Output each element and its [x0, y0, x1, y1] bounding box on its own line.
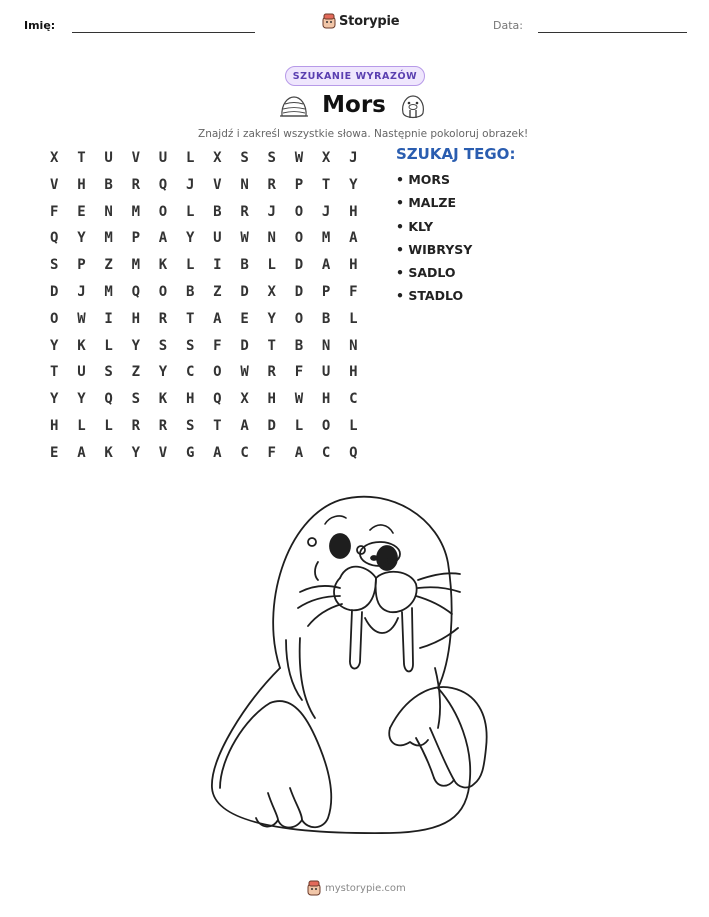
date-label: Data:: [493, 19, 523, 32]
grid-letter[interactable]: W: [77, 310, 86, 327]
grid-letter[interactable]: C: [240, 444, 249, 461]
grid-letter[interactable]: Y: [131, 444, 140, 461]
name-label: Imię:: [24, 19, 56, 32]
grid-letter[interactable]: W: [240, 364, 249, 381]
grid-letter[interactable]: H: [50, 417, 59, 434]
grid-letter[interactable]: T: [267, 337, 276, 354]
grid-letter[interactable]: F: [267, 444, 276, 461]
grid-letter[interactable]: Y: [131, 337, 140, 354]
grid-letter[interactable]: Q: [50, 230, 59, 247]
grid-letter[interactable]: X: [267, 283, 276, 300]
grid-letter[interactable]: I: [104, 310, 113, 327]
grid-letter[interactable]: Q: [213, 391, 222, 408]
page-title: Mors: [322, 92, 386, 118]
grid-letter[interactable]: A: [158, 230, 168, 247]
grid-letter[interactable]: Y: [349, 176, 358, 193]
walrus-face-icon: [399, 93, 427, 121]
grid-letter[interactable]: M: [131, 203, 140, 220]
grid-letter[interactable]: E: [77, 203, 86, 220]
grid-letter[interactable]: L: [104, 417, 113, 434]
grid-letter[interactable]: B: [104, 176, 113, 193]
grid-letter[interactable]: H: [267, 391, 276, 408]
grid-row: [50, 150, 376, 177]
grid-letter[interactable]: S: [185, 337, 195, 354]
grid-letter[interactable]: Y: [158, 364, 168, 381]
grid-letter[interactable]: L: [349, 417, 358, 434]
grid-letter[interactable]: Y: [50, 391, 59, 408]
date-field-line[interactable]: [538, 32, 687, 33]
footer: [307, 880, 406, 896]
grid-row: [50, 311, 376, 338]
grid-letter[interactable]: M: [131, 257, 140, 274]
grid-letter[interactable]: L: [104, 337, 113, 354]
grid-letter[interactable]: N: [321, 337, 331, 354]
footer-url[interactable]: mystorypie.com: [325, 882, 406, 894]
grid-letter[interactable]: D: [267, 417, 276, 434]
grid-letter[interactable]: B: [185, 283, 195, 300]
grid-letter[interactable]: S: [240, 150, 249, 166]
word-list-item: • MORS: [396, 172, 451, 187]
word-list-item: • STADLO: [396, 288, 464, 304]
grid-letter[interactable]: G: [185, 444, 195, 461]
category-badge: SZUKANIE WYRAZÓW: [285, 66, 425, 86]
word-list-item: • MALZE: [396, 195, 457, 211]
grid-letter[interactable]: O: [294, 310, 304, 327]
walrus-coloring-illustration: [190, 488, 510, 840]
grid-letter[interactable]: O: [294, 230, 304, 247]
grid-letter[interactable]: B: [213, 203, 222, 220]
grid-letter[interactable]: S: [131, 391, 140, 408]
word-list-title: SZUKAJ TEGO:: [396, 145, 516, 163]
word-list-item: • SADLO: [396, 265, 456, 281]
grid-letter[interactable]: L: [185, 257, 195, 274]
grid-letter[interactable]: H: [131, 310, 140, 327]
grid-letter[interactable]: C: [185, 364, 195, 381]
grid-row: [50, 230, 376, 257]
grid-letter[interactable]: A: [213, 444, 222, 461]
grid-letter[interactable]: S: [185, 417, 195, 434]
grid-letter[interactable]: P: [321, 283, 331, 300]
grid-letter[interactable]: Z: [104, 257, 113, 274]
grid-row: [50, 177, 376, 204]
grid-letter[interactable]: A: [294, 444, 304, 461]
grid-letter[interactable]: M: [104, 230, 113, 247]
grid-letter[interactable]: P: [294, 176, 304, 193]
grid-letter[interactable]: H: [349, 364, 358, 381]
grid-letter[interactable]: H: [185, 391, 195, 408]
grid-letter[interactable]: D: [294, 283, 304, 300]
grid-letter[interactable]: D: [294, 257, 304, 274]
grid-letter[interactable]: U: [158, 150, 168, 166]
grid-row: [50, 204, 376, 231]
grid-letter[interactable]: Y: [267, 310, 276, 327]
word-list-item: • WIBRYSY: [396, 241, 473, 257]
grid-letter[interactable]: Z: [131, 364, 140, 381]
grid-letter[interactable]: A: [349, 230, 358, 247]
grid-letter[interactable]: R: [267, 364, 276, 381]
grid-letter[interactable]: B: [240, 257, 249, 274]
grid-letter[interactable]: M: [104, 283, 113, 300]
grid-letter[interactable]: F: [294, 364, 304, 381]
grid-letter[interactable]: O: [321, 417, 331, 434]
grid-row: [50, 257, 376, 284]
grid-letter[interactable]: L: [349, 310, 358, 327]
grid-letter[interactable]: W: [294, 391, 304, 408]
grid-letter[interactable]: T: [50, 364, 59, 381]
instructions: Znajdź i zakreśl wszystkie słowa. Następnie pokoloruj obrazek!: [198, 128, 529, 140]
storypie-footer-icon: [307, 880, 321, 896]
grid-letter[interactable]: O: [213, 364, 222, 381]
grid-letter[interactable]: K: [104, 444, 113, 461]
grid-letter[interactable]: O: [158, 283, 168, 300]
grid-letter[interactable]: P: [77, 257, 86, 274]
storypie-logo-icon: [322, 13, 336, 29]
grid-letter[interactable]: T: [185, 310, 195, 327]
grid-letter[interactable]: J: [349, 150, 358, 166]
name-field-line[interactable]: [72, 32, 255, 33]
word-list: [396, 172, 472, 312]
grid-letter[interactable]: C: [321, 444, 331, 461]
grid-letter[interactable]: H: [321, 391, 331, 408]
grid-letter[interactable]: O: [294, 203, 304, 220]
grid-letter[interactable]: N: [104, 203, 113, 220]
grid-letter[interactable]: C: [349, 391, 358, 408]
grid-letter[interactable]: J: [321, 203, 331, 220]
grid-letter[interactable]: Q: [104, 391, 113, 408]
grid-letter[interactable]: L: [185, 150, 195, 166]
grid-letter[interactable]: X: [213, 150, 222, 166]
grid-letter[interactable]: D: [240, 337, 249, 354]
grid-letter[interactable]: O: [50, 310, 59, 327]
word-list-item: • KLY: [396, 218, 434, 234]
grid-letter[interactable]: V: [50, 176, 59, 193]
grid-letter[interactable]: T: [77, 150, 86, 166]
grid-letter[interactable]: K: [158, 391, 168, 408]
grid-letter[interactable]: K: [158, 257, 168, 274]
grid-letter[interactable]: X: [321, 150, 331, 166]
grid-letter[interactable]: T: [213, 417, 222, 434]
grid-letter[interactable]: R: [131, 176, 140, 193]
grid-letter[interactable]: D: [50, 283, 59, 300]
grid-letter[interactable]: S: [158, 337, 168, 354]
grid-letter[interactable]: S: [267, 150, 276, 166]
grid-letter[interactable]: N: [240, 176, 249, 193]
grid-letter[interactable]: A: [77, 444, 86, 461]
grid-letter[interactable]: R: [158, 310, 168, 327]
grid-letter[interactable]: Y: [50, 337, 59, 354]
grid-letter[interactable]: J: [77, 283, 86, 300]
grid-letter[interactable]: E: [50, 444, 59, 461]
grid-letter[interactable]: J: [267, 203, 276, 220]
brand-logo: [322, 13, 399, 29]
grid-letter[interactable]: A: [213, 310, 222, 327]
grid-letter[interactable]: V: [158, 444, 168, 461]
grid-letter[interactable]: Y: [77, 391, 86, 408]
grid-letter[interactable]: B: [294, 337, 304, 354]
grid-letter[interactable]: I: [213, 257, 222, 274]
grid-letter[interactable]: L: [267, 257, 276, 274]
grid-letter[interactable]: S: [50, 257, 59, 274]
grid-letter[interactable]: A: [321, 257, 331, 274]
grid-letter[interactable]: F: [50, 203, 59, 220]
grid-letter[interactable]: F: [349, 283, 358, 300]
grid-letter[interactable]: J: [185, 176, 195, 193]
grid-letter[interactable]: R: [131, 417, 140, 434]
grid-letter[interactable]: V: [131, 150, 140, 166]
grid-letter[interactable]: B: [321, 310, 331, 327]
grid-letter[interactable]: A: [240, 417, 249, 434]
grid-letter[interactable]: V: [213, 176, 222, 193]
grid-letter[interactable]: Z: [213, 283, 222, 300]
grid-row: [50, 418, 376, 445]
grid-letter[interactable]: S: [104, 364, 113, 381]
grid-letter[interactable]: R: [158, 417, 168, 434]
grid-letter[interactable]: U: [104, 150, 113, 166]
grid-letter[interactable]: Y: [77, 230, 86, 247]
grid-letter[interactable]: E: [240, 310, 249, 327]
grid-letter[interactable]: P: [131, 230, 140, 247]
grid-letter[interactable]: F: [213, 337, 222, 354]
grid-letter[interactable]: Q: [131, 283, 140, 300]
grid-letter[interactable]: N: [267, 230, 276, 247]
grid-row: [50, 338, 376, 365]
grid-letter[interactable]: U: [213, 230, 222, 247]
grid-letter[interactable]: U: [77, 364, 86, 381]
grid-letter[interactable]: Y: [185, 230, 195, 247]
grid-letter[interactable]: T: [321, 176, 331, 193]
grid-letter[interactable]: N: [349, 337, 358, 354]
grid-letter[interactable]: D: [240, 283, 249, 300]
grid-letter[interactable]: M: [321, 230, 331, 247]
grid-letter[interactable]: Q: [349, 444, 358, 461]
grid-letter[interactable]: L: [294, 417, 304, 434]
grid-letter[interactable]: X: [50, 150, 59, 166]
grid-letter[interactable]: W: [294, 150, 304, 166]
grid-letter[interactable]: H: [349, 257, 358, 274]
grid-letter[interactable]: L: [77, 417, 86, 434]
grid-letter[interactable]: H: [77, 176, 86, 193]
grid-row: [50, 445, 376, 472]
grid-letter[interactable]: H: [349, 203, 358, 220]
grid-row: [50, 391, 376, 418]
grid-letter[interactable]: R: [267, 176, 276, 193]
grid-letter[interactable]: Q: [158, 176, 168, 193]
grid-letter[interactable]: R: [240, 203, 249, 220]
grid-letter[interactable]: O: [158, 203, 168, 220]
grid-row: [50, 284, 376, 311]
grid-letter[interactable]: K: [77, 337, 86, 354]
grid-row: [50, 364, 376, 391]
letter-grid: [50, 150, 376, 472]
grid-letter[interactable]: W: [240, 230, 249, 247]
grid-letter[interactable]: U: [321, 364, 331, 381]
grid-letter[interactable]: X: [240, 391, 249, 408]
brand-name: Storypie: [339, 13, 400, 29]
grid-letter[interactable]: L: [185, 203, 195, 220]
